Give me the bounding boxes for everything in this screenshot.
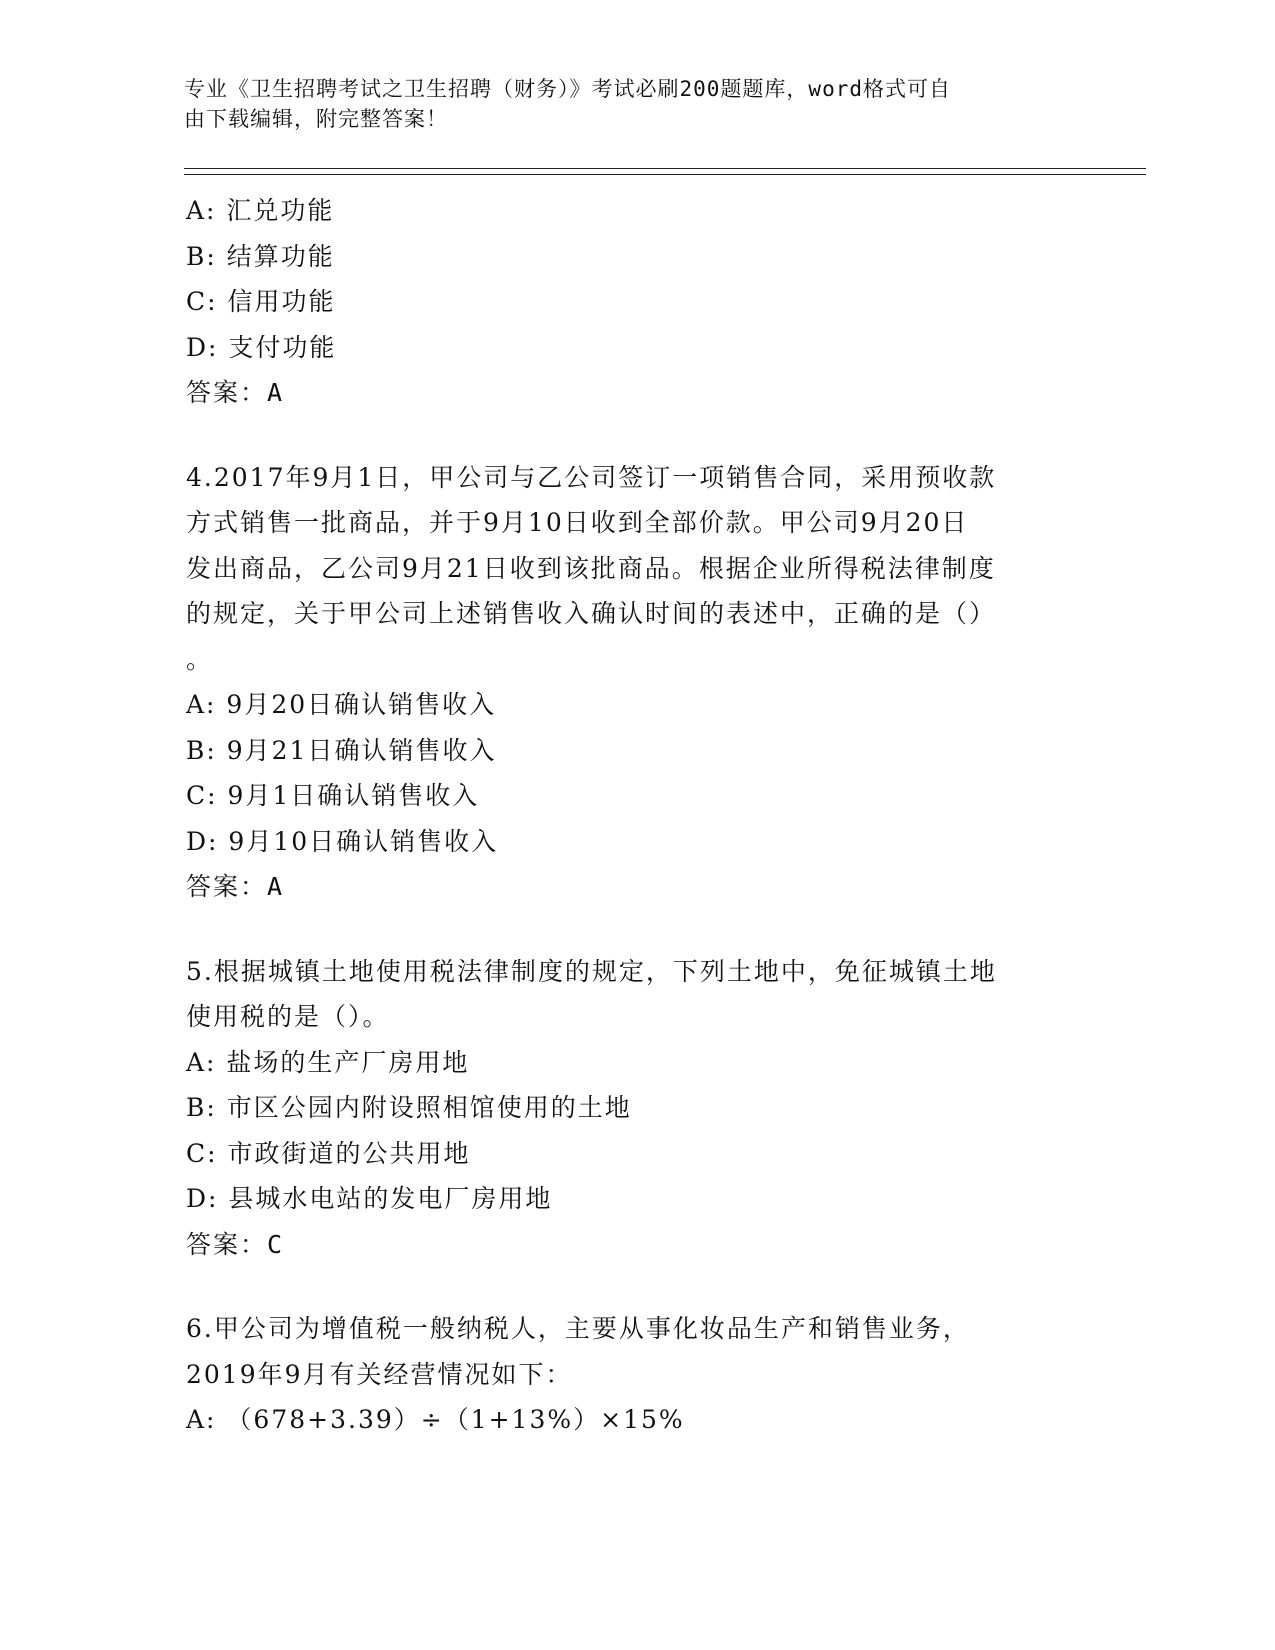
question-stem-line: 5.根据城镇土地使用税法律制度的规定，下列土地中，免征城镇土地 [186,956,997,986]
header-rule-bottom [184,174,1146,175]
option-c: C: 信用功能 [186,287,336,316]
document-header [184,74,1064,134]
document-title-line-2: 由下载编辑，附完整答案！ [184,107,448,131]
question-4-block [186,455,1076,910]
question-stem-line: 使用税的是（）。 [186,1002,390,1031]
answer-label: 答案：A [186,378,285,407]
spacer [186,416,1076,455]
option-a: A: （678+3.39）÷（1+13%）×15% [186,1405,685,1434]
header-rule-top [184,168,1146,169]
option-c: C: 9月1日确认销售收入 [186,781,480,810]
option-d: D: 支付功能 [186,332,337,362]
option-d: D: 县城水电站的发电厂房用地 [186,1184,553,1213]
question-stem-line: 发出商品，乙公司9月21日收到该批商品。根据企业所得税法律制度 [186,553,996,583]
document-title-line-1: 专业《卫生招聘考试之卫生招聘（财务）》考试必刷200题题库，word格式可自 [184,77,951,101]
question-6-block [186,1306,1076,1443]
question-content [186,188,1076,1443]
option-b: B: 9月21日确认销售收入 [186,735,497,765]
question-5-block [186,949,1076,1268]
option-b: B: 结算功能 [186,241,335,271]
question-stem-line: 的规定，关于甲公司上述销售收入确认时间的表述中，正确的是（） [186,599,997,628]
question-stem-line: 2019年9月有关经营情况如下： [186,1359,573,1389]
option-a: A: 汇兑功能 [186,196,335,225]
question-stem-line: 6.甲公司为增值税一般纳税人，主要从事化妆品生产和销售业务， [186,1314,970,1343]
question-stem-line: 方式销售一批商品，并于9月10日收到全部价款。甲公司9月20日 [186,508,969,537]
spacer [186,910,1076,949]
question-3-block [186,188,1076,416]
answer-label: 答案：A [186,872,285,901]
question-stem-line: 4.2017年9月1日，甲公司与乙公司签订一项销售合同，采用预收款 [186,462,997,492]
question-stem-line: 。 [186,644,214,674]
option-a: A: 盐场的生产厂房用地 [186,1047,470,1077]
answer-label: 答案：C [186,1229,285,1259]
option-b: B: 市区公园内附设照相馆使用的土地 [186,1093,632,1122]
option-c: C: 市政街道的公共用地 [186,1138,471,1168]
option-d: D: 9月10日确认销售收入 [186,826,499,856]
spacer [186,1267,1076,1306]
option-a: A: 9月20日确认销售收入 [186,690,497,719]
